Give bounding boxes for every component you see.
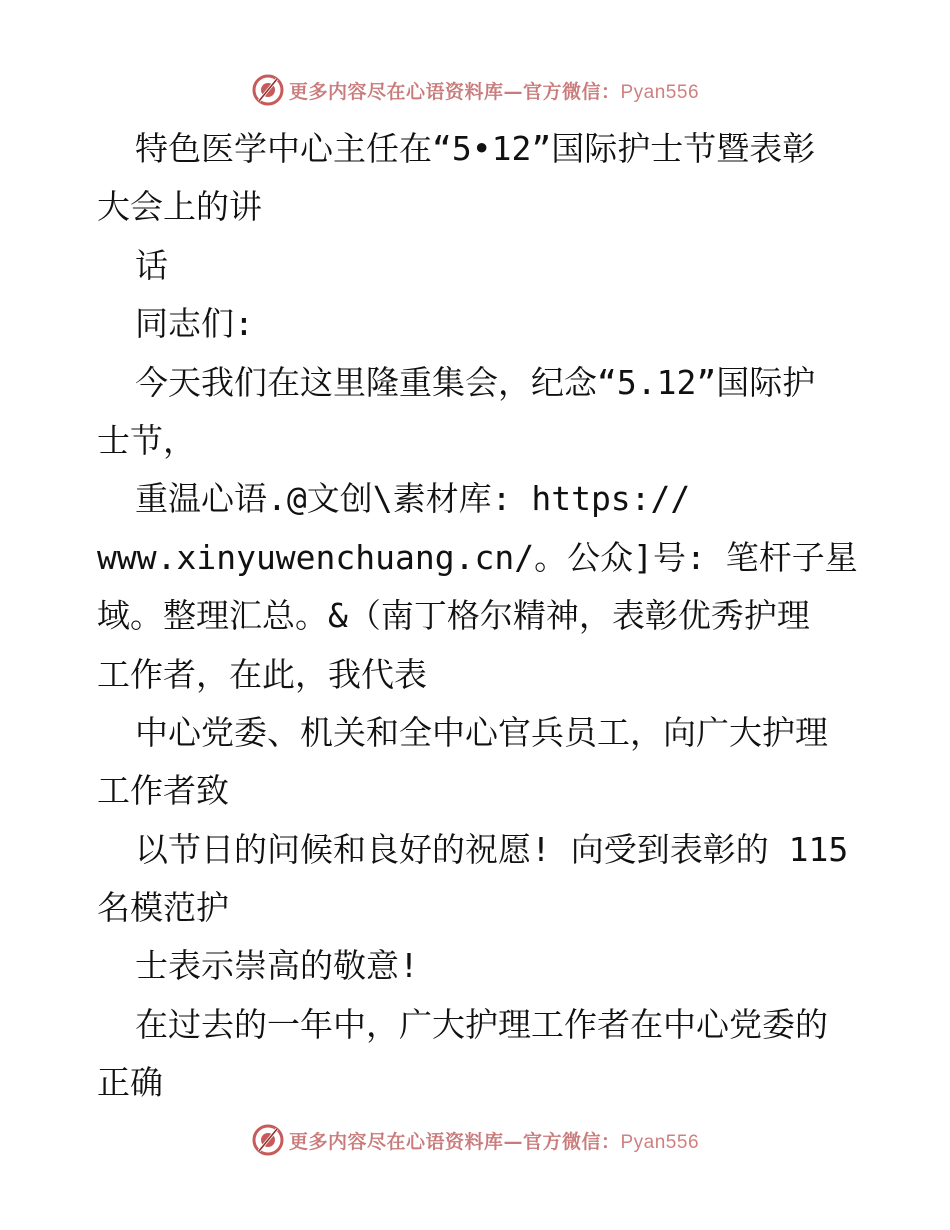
banner-text	[289, 1127, 699, 1154]
footer-banner	[0, 1120, 950, 1160]
text-line: 正确	[97, 1063, 163, 1103]
text-line: 工作者致	[97, 771, 229, 811]
text-line: www.xinyuwenchuang.cn/。公众]号: 笔杆子星	[97, 537, 858, 577]
banner-text	[289, 77, 699, 104]
text-line: 域。整理汇总。&（南丁格尔精神，表彰优秀护理	[97, 596, 810, 636]
header-banner	[0, 70, 950, 110]
text-line: 重温心语.@文创\素材库: https://	[135, 479, 691, 519]
text-line: 工作者，在此，我代表	[97, 654, 427, 694]
banner-label: 更多内容尽在心语资料库—官方微信：	[288, 1130, 621, 1153]
document-body	[97, 120, 857, 1113]
logo-icon	[251, 73, 285, 107]
text-line: 在过去的一年中，广大护理工作者在中心党委的	[135, 1004, 828, 1044]
text-line: 士表示崇高的敬意!	[135, 946, 419, 986]
banner-handle: Pyan556	[620, 81, 700, 103]
text-line: 名模范护	[97, 888, 229, 928]
text-line: 今天我们在这里隆重集会，纪念“5.12”国际护	[135, 362, 816, 402]
text-line: 以节日的问候和良好的祝愿! 向受到表彰的 115	[135, 829, 849, 869]
banner-handle: Pyan556	[620, 1131, 700, 1153]
text-line: 特色医学中心主任在“5•12”国际护士节暨表彰	[135, 129, 816, 168]
logo-icon	[251, 1123, 285, 1157]
text-line: 中心党委、机关和全中心官兵员工，向广大护理	[135, 712, 828, 752]
text-line: 同志们:	[135, 304, 254, 344]
text-line: 话	[135, 245, 168, 285]
text-line: 大会上的讲	[97, 187, 262, 227]
text-line: 士节，	[97, 420, 196, 460]
banner-label: 更多内容尽在心语资料库—官方微信：	[288, 80, 621, 103]
